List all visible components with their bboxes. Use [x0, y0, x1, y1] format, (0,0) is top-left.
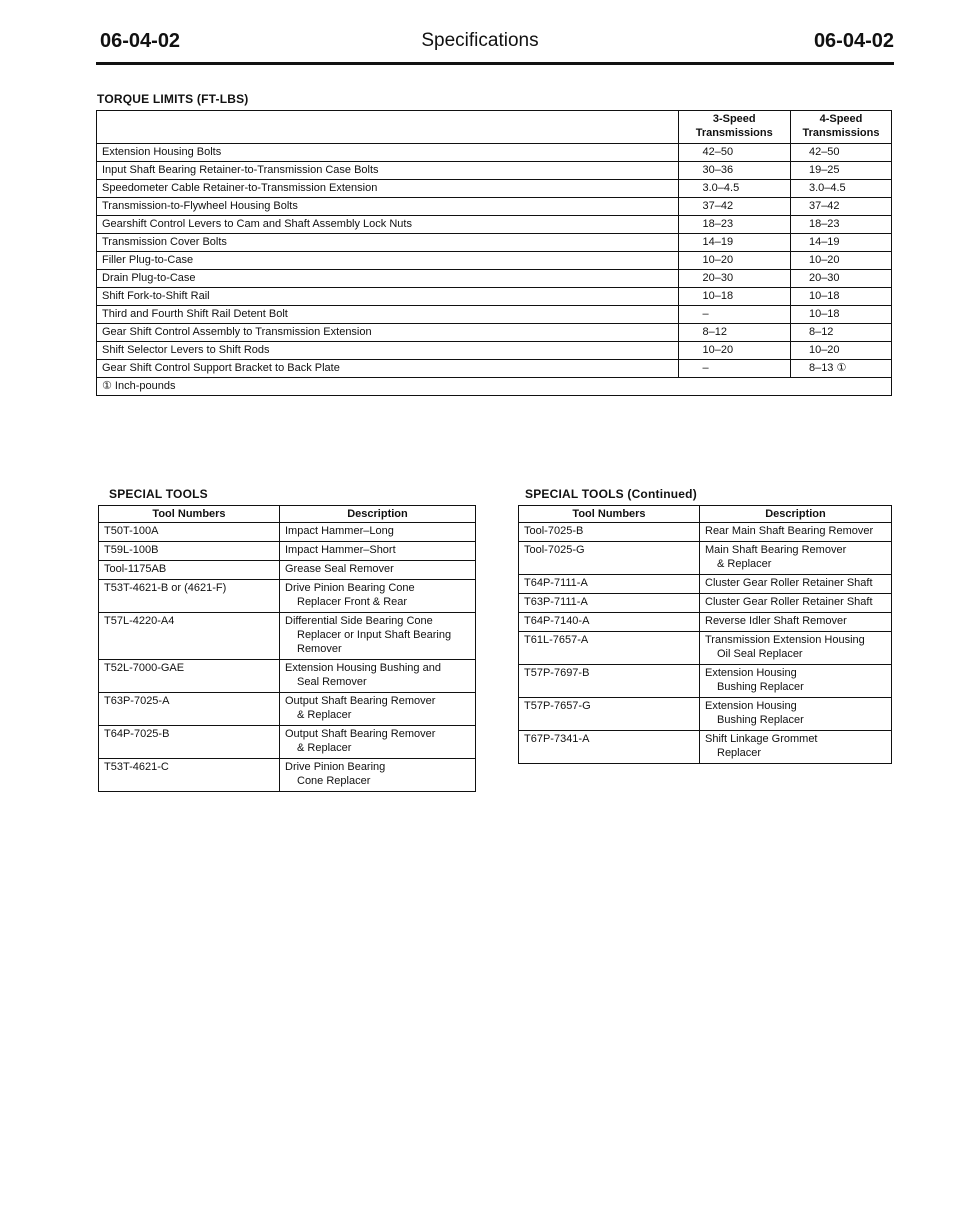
tool-row [519, 594, 892, 613]
tool-description [280, 523, 476, 542]
tool-description-line: Reverse Idler Shaft Remover [705, 615, 847, 627]
tool-row [99, 542, 476, 561]
tool-number: T61L-7657-A [519, 632, 700, 665]
torque-value-4speed: 18–23 [790, 216, 891, 234]
tools-header-row [99, 506, 476, 523]
tool-number: Tool-7025-G [519, 542, 700, 575]
torque-value-4speed: 8–12 [790, 324, 891, 342]
page-code-right: 06-04-02 [813, 30, 894, 52]
torque-value-4speed: 10–20 [790, 342, 891, 360]
tool-row [519, 542, 892, 575]
tool-row [519, 613, 892, 632]
torque-value-3speed: 18–23 [678, 216, 790, 234]
torque-value-3speed: 8–12 [678, 324, 790, 342]
tool-description-line: Transmission Extension Housing [705, 634, 865, 646]
tools-header-tool-numbers: Tool Numbers [99, 506, 280, 523]
tool-description-line: Replacer or Input Shaft Bearing [297, 629, 452, 641]
torque-item: Shift Fork-to-Shift Rail [97, 288, 679, 306]
torque-header-3speed-l1: 3-Speed [712, 113, 756, 125]
tool-row [99, 726, 476, 759]
torque-row [97, 360, 892, 378]
header-rule [96, 62, 894, 65]
tool-number: T57L-4220-A4 [99, 613, 280, 660]
torque-header-blank [97, 111, 679, 144]
tool-description-line: Main Shaft Bearing Remover [705, 544, 847, 556]
torque-item: Input Shaft Bearing Retainer-to-Transmission Case Bolts [97, 162, 679, 180]
tool-description-line: Oil Seal Replacer [717, 648, 803, 660]
tool-description-line: Cluster Gear Roller Retainer Shaft [705, 577, 873, 589]
torque-value-4speed: 14–19 [790, 234, 891, 252]
torque-value-4speed: 37–42 [790, 198, 891, 216]
torque-value-3speed: 20–30 [678, 270, 790, 288]
special-tools-title: SPECIAL TOOLS [109, 487, 208, 501]
tool-description-line: Impact Hammer–Short [285, 544, 396, 556]
tool-description-line: & Replacer [297, 742, 352, 754]
torque-value-3speed: 14–19 [678, 234, 790, 252]
tool-description-line: Differential Side Bearing Cone [285, 615, 433, 627]
tool-description [700, 523, 892, 542]
torque-footnote: ① Inch-pounds [97, 378, 892, 396]
tool-row [99, 561, 476, 580]
torque-row [97, 234, 892, 252]
torque-value-3speed: 42–50 [678, 144, 790, 162]
tool-description-line: & Replacer [297, 709, 352, 721]
torque-value-4speed: 19–25 [790, 162, 891, 180]
tool-description [280, 561, 476, 580]
tool-number: T64P-7025-B [99, 726, 280, 759]
tool-description-line: Cone Replacer [297, 775, 371, 787]
torque-footnote-row [97, 378, 892, 396]
torque-value-3speed: 10–20 [678, 252, 790, 270]
page-title: Specifications [421, 30, 539, 51]
tool-row [519, 632, 892, 665]
tool-number: T63P-7025-A [99, 693, 280, 726]
torque-header-4speed [790, 111, 891, 144]
tool-number: T57P-7657-G [519, 698, 700, 731]
tools2-header-tool-numbers: Tool Numbers [519, 506, 700, 523]
tool-description-line: Replacer Front & Rear [297, 596, 408, 608]
torque-header-4speed-l2: Transmissions [802, 127, 880, 139]
special-tools-table [98, 505, 476, 792]
torque-value-3speed: – [678, 306, 790, 324]
tool-description [700, 698, 892, 731]
tool-description [700, 594, 892, 613]
tool-description-line: & Replacer [717, 558, 772, 570]
torque-row [97, 180, 892, 198]
tools-header-description: Description [280, 506, 476, 523]
torque-row [97, 270, 892, 288]
torque-value-4speed: 10–18 [790, 288, 891, 306]
tool-number: Tool-1175AB [99, 561, 280, 580]
tool-row [519, 698, 892, 731]
tool-row [99, 660, 476, 693]
torque-row [97, 198, 892, 216]
torque-row [97, 144, 892, 162]
torque-row [97, 216, 892, 234]
torque-value-4speed: 10–18 [790, 306, 891, 324]
tool-description-line: Bushing Replacer [717, 714, 804, 726]
tool-row [519, 575, 892, 594]
tool-description [700, 731, 892, 764]
torque-value-3speed: 37–42 [678, 198, 790, 216]
torque-value-3speed: 10–18 [678, 288, 790, 306]
tool-number: T50T-100A [99, 523, 280, 542]
torque-row [97, 252, 892, 270]
tool-description-line: Extension Housing [705, 667, 797, 679]
tool-description [700, 575, 892, 594]
tool-number: T67P-7341-A [519, 731, 700, 764]
torque-value-4speed: 20–30 [790, 270, 891, 288]
torque-row [97, 162, 892, 180]
torque-item: Transmission-to-Flywheel Housing Bolts [97, 198, 679, 216]
tool-description [280, 759, 476, 792]
tool-description [700, 613, 892, 632]
tool-description-line: Drive Pinion Bearing [285, 761, 386, 773]
tool-description [280, 693, 476, 726]
page-code-left: 06-04-02 [100, 30, 181, 52]
tool-description-line: Shift Linkage Grommet [705, 733, 818, 745]
tool-description-line: Impact Hammer–Long [285, 525, 394, 537]
torque-item: Third and Fourth Shift Rail Detent Bolt [97, 306, 679, 324]
tool-description-line: Output Shaft Bearing Remover [285, 695, 436, 707]
torque-header-3speed-l2: Transmissions [695, 127, 773, 139]
tool-description [700, 542, 892, 575]
tool-description-line: Drive Pinion Bearing Cone [285, 582, 415, 594]
tool-number: T64P-7111-A [519, 575, 700, 594]
torque-item: Shift Selector Levers to Shift Rods [97, 342, 679, 360]
torque-header-4speed-l1: 4-Speed [819, 113, 863, 125]
torque-row [97, 306, 892, 324]
tool-description [280, 660, 476, 693]
tool-number: T53T-4621-C [99, 759, 280, 792]
tool-description [280, 726, 476, 759]
torque-item: Extension Housing Bolts [97, 144, 679, 162]
torque-row [97, 288, 892, 306]
torque-item: Gear Shift Control Assembly to Transmission Extension [97, 324, 679, 342]
tool-number: T52L-7000-GAE [99, 660, 280, 693]
tool-number: T57P-7697-B [519, 665, 700, 698]
torque-row [97, 324, 892, 342]
tool-row [99, 759, 476, 792]
torque-value-4speed: 3.0–4.5 [790, 180, 891, 198]
tool-description-line: Rear Main Shaft Bearing Remover [705, 525, 874, 537]
tool-description-line: Output Shaft Bearing Remover [285, 728, 436, 740]
tool-description-line: Remover [297, 643, 342, 655]
special-tools-continued-table [518, 505, 892, 764]
torque-item: Drain Plug-to-Case [97, 270, 679, 288]
tool-description-line: Cluster Gear Roller Retainer Shaft [705, 596, 873, 608]
tool-row [99, 693, 476, 726]
tool-number: T64P-7140-A [519, 613, 700, 632]
torque-value-3speed: 3.0–4.5 [678, 180, 790, 198]
torque-item: Transmission Cover Bolts [97, 234, 679, 252]
tool-description [280, 613, 476, 660]
torque-item: Filler Plug-to-Case [97, 252, 679, 270]
torque-value-4speed: 42–50 [790, 144, 891, 162]
tool-row [519, 665, 892, 698]
torque-value-4speed: 10–20 [790, 252, 891, 270]
tool-description-line: Extension Housing Bushing and [285, 662, 441, 674]
tool-description [700, 665, 892, 698]
torque-header-3speed [678, 111, 790, 144]
tool-number: T63P-7111-A [519, 594, 700, 613]
torque-item: Gear Shift Control Support Bracket to Back Plate [97, 360, 679, 378]
tool-description-line: Grease Seal Remover [285, 563, 394, 575]
tool-number: T53T-4621-B or (4621-F) [99, 580, 280, 613]
tool-number: T59L-100B [99, 542, 280, 561]
tool-description [280, 542, 476, 561]
tool-number: Tool-7025-B [519, 523, 700, 542]
torque-value-4speed: 8–13 ① [790, 360, 891, 378]
tool-description-line: Bushing Replacer [717, 681, 804, 693]
torque-value-3speed: – [678, 360, 790, 378]
torque-table [96, 110, 892, 396]
tool-row [519, 523, 892, 542]
tool-description [700, 632, 892, 665]
tools2-header-description: Description [700, 506, 892, 523]
torque-value-3speed: 10–20 [678, 342, 790, 360]
torque-row [97, 342, 892, 360]
tool-description [280, 580, 476, 613]
tool-description-line: Extension Housing [705, 700, 797, 712]
tool-row [99, 580, 476, 613]
tool-description-line: Replacer [717, 747, 762, 759]
torque-title: TORQUE LIMITS (FT-LBS) [97, 92, 249, 106]
torque-item: Gearshift Control Levers to Cam and Shaft Assembly Lock Nuts [97, 216, 679, 234]
torque-value-3speed: 30–36 [678, 162, 790, 180]
special-tools-continued-title: SPECIAL TOOLS (Continued) [525, 487, 697, 501]
tools2-header-row [519, 506, 892, 523]
torque-header-row [97, 111, 892, 144]
tool-row [519, 731, 892, 764]
torque-item: Speedometer Cable Retainer-to-Transmission Extension [97, 180, 679, 198]
tool-description-line: Seal Remover [297, 676, 367, 688]
tool-row [99, 523, 476, 542]
tool-row [99, 613, 476, 660]
